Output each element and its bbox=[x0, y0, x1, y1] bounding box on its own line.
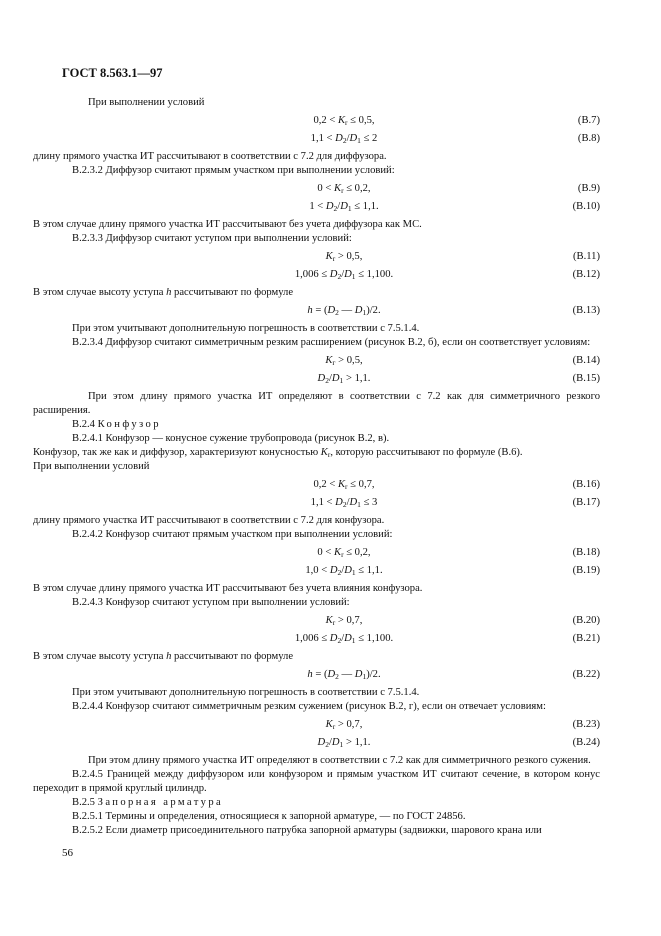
paragraph: При выполнении условий bbox=[33, 461, 150, 472]
paragraph: В этом случае высоту уступа h рассчитывают по формуле bbox=[33, 651, 294, 662]
paragraph: При этом учитывают дополнительную погрешность в соответствии с 7.5.1.4. bbox=[72, 323, 420, 334]
equation-b10: $1 < D_2/D_1 \le 1,1$. (B.10) bbox=[309, 201, 600, 213]
equation-b14: $K_г > 0,5$, (B.14) bbox=[325, 355, 600, 367]
equation-b9: $0 < K_r \le 0,2$, (B.9) bbox=[317, 183, 600, 195]
paragraph: В.2.5.1 Термины и определения, относящиеся к запорной арматуре, — по ГОСТ 24856. bbox=[72, 811, 466, 822]
paragraph: В.2.4.3 Конфузор считают уступом при выполнении условий: bbox=[72, 597, 350, 608]
page-body bbox=[33, 96, 600, 838]
paragraph: В.2.5.2 Если диаметр присоединительного патрубка запорной арматуры (задвижки, шарового крана или bbox=[72, 825, 542, 836]
paragraph: Конфузор, так же как и диффузор, характеризуют конусностью $K_r$, которую рассчитывают по формуле (В.6). bbox=[33, 447, 523, 459]
paragraph: В.2.4.1 Конфузор — конусное сужение трубопровода (рисунок В.2, в). bbox=[72, 433, 390, 444]
paragraph: В этом случае высоту уступа h рассчитывают по формуле bbox=[33, 287, 294, 298]
equation-b24: $D_2/D_1 > 1,1$. (B.24) bbox=[317, 737, 600, 749]
paragraph: В.2.4.4 Конфузор считают симметричным резким сужением (рисунок В.2, г), если он отвечает условиям: bbox=[72, 701, 546, 712]
equation-b8: $1,1 < D_2/D_1 \le 2$ (B.8) bbox=[310, 133, 600, 145]
equation-b7: $0,2 < K_r \le 0,5$, (B.7) bbox=[313, 115, 600, 127]
paragraph: При этом длину прямого участка ИТ определяют в соответствии с 7.2 как для симметричного резкого сужения. bbox=[88, 755, 591, 766]
equation-b12: $1,006 \le D_2/D_1 \le 1,100$. (B.12) bbox=[294, 269, 600, 281]
paragraph: В.2.3.3 Диффузор считают уступом при выполнении условий: bbox=[72, 233, 352, 244]
paragraph: В этом случае длину прямого участка ИТ рассчитывают без учета влияния конфузора. bbox=[33, 583, 423, 594]
paragraph: При выполнении условий bbox=[88, 97, 205, 108]
section-heading: В.2.5 Запорная арматура bbox=[72, 797, 224, 808]
paragraph: В.2.3.4 Диффузор считают симметричным резким расширением (рисунок В.2, б), если он соответствует условиям: bbox=[72, 337, 591, 348]
equation-b21: $1,006 \le D_2/D_1 \le 1,100$. (B.21) bbox=[294, 633, 600, 645]
equation-b17: $1,1 < D_2/D_1 \le 3$ (B.17) bbox=[310, 497, 600, 509]
paragraph: При этом длину прямого участка ИТ определяют в соответствии с 7.2 как для симметричного резкого расширения. bbox=[33, 391, 600, 416]
equation-b23: $K_r > 0,7$, (B.23) bbox=[325, 719, 600, 731]
paragraph: длину прямого участка ИТ рассчитывают в соответствии с 7.2 для конфузора. bbox=[33, 515, 385, 526]
equation-b11: $K_r > 0,5$, (B.11) bbox=[325, 251, 600, 263]
equation-b18: $0 < K_r \le 0,2$, (B.18) bbox=[317, 547, 600, 559]
equation-b13: $h = (D_2$ — $D_1)/2$. (B.13) bbox=[307, 305, 600, 317]
equation-b16: $0,2 < K_r \le 0,7$, (B.16) bbox=[313, 479, 600, 491]
paragraph: В.2.4.5 Границей между диффузором или конфузором и прямым участком ИТ считают сечение, в котором конус переходит в прямой круглый цилиндр. bbox=[33, 769, 600, 794]
section-heading: В.2.4 Конфузор bbox=[72, 419, 161, 430]
paragraph: В.2.4.2 Конфузор считают прямым участком при выполнении условий: bbox=[72, 529, 393, 540]
page-number: 56 bbox=[62, 847, 73, 859]
paragraph: В этом случае длину прямого участка ИТ рассчитывают без учета диффузора как МС. bbox=[33, 219, 422, 230]
equation-b22: $h = (D_2$ — $D_1)/2$. (B.22) bbox=[307, 669, 600, 681]
paragraph: При этом учитывают дополнительную погрешность в соответствии с 7.5.1.4. bbox=[72, 687, 420, 698]
page-header: ГОСТ 8.563.1—97 bbox=[62, 66, 163, 80]
paragraph: длину прямого участка ИТ рассчитывают в соответствии с 7.2 для диффузора. bbox=[33, 151, 387, 162]
equation-b19: $1,0 < D_2/D_1 \le 1,1$. (B.19) bbox=[305, 565, 600, 577]
equation-b20: $K_r > 0,7$, (B.20) bbox=[325, 615, 600, 627]
paragraph: В.2.3.2 Диффузор считают прямым участком при выполнении условий: bbox=[72, 165, 395, 176]
equation-b15: $D_2/D_1 > 1,1$. (B.15) bbox=[317, 373, 600, 385]
